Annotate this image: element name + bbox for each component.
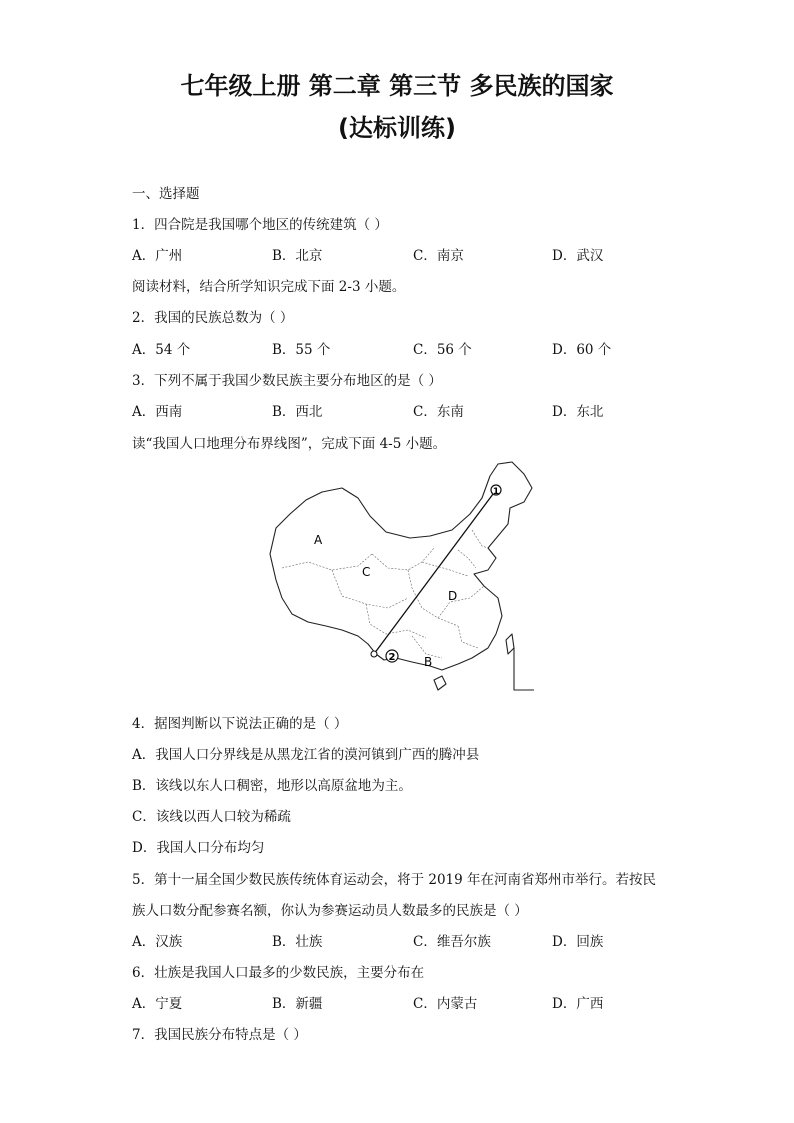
south-sea-box [514,648,534,690]
question-3: 3．下列不属于我国少数民族主要分布地区的是（ ） [132,373,442,389]
map-label-b: B [424,655,433,669]
page-title: 七年级上册 第二章 第三节 多民族的国家 [180,72,614,100]
map-label-c: C [362,565,371,579]
question-4: 4．据图判断以下说法正确的是（ ） [132,716,348,732]
option-c: C．南京 [413,248,464,264]
reading-instruction-1: 阅读材料，结合所学知识完成下面 2-3 小题。 [132,279,406,295]
option-b: B．壮族 [272,934,323,950]
map-label-a: A [314,533,323,547]
option-d: D．东北 [552,404,604,420]
option-d: D．回族 [552,934,604,950]
question-6: 6．壮族是我国人口最多的少数民族，主要分布在 [132,965,425,981]
question-3-options [132,400,692,420]
question-1-options [132,244,692,264]
question-5-line-1: 5．第十一届全国少数民族传统体育运动会，将于 2019 年在河南省郑州市举行。若按民 [132,872,657,888]
china-population-map [262,458,534,698]
option-b: B．55 个 [272,342,331,358]
question-1: 1．四合院是我国哪个地区的传统建筑（ ） [132,217,388,233]
question-2-options [132,338,692,358]
island-outline [434,676,446,690]
taiwan-outline [506,634,514,654]
section-heading: 一、选择题 [132,186,200,202]
question-5-line-2: 族人口数分配参赛名额，你认为参赛运动员人数最多的民族是（ ） [132,903,528,919]
option-a: A．54 个 [132,342,191,358]
boundary-end-dot [371,651,377,657]
option-d: D．我国人口分布均匀 [132,840,265,856]
option-c: C．内蒙古 [413,996,478,1012]
option-a: A．我国人口分界线是从黑龙江省的漠河镇到广西的腾冲县 [132,747,480,763]
question-6-options [132,992,692,1012]
option-b: B．西北 [272,404,323,420]
reading-instruction-2: 读“我国人口地理分布界线图”，完成下面 4-5 小题。 [132,436,447,452]
option-b: B．北京 [272,248,323,264]
option-d: D．60 个 [552,342,612,358]
option-a: A．广州 [132,248,183,264]
option-b: B．该线以东人口稠密，地形以高原盆地为主。 [132,778,412,794]
option-c: C．该线以西人口较为稀疏 [132,809,291,825]
population-boundary-line [374,490,496,654]
map-label-d: D [448,589,458,603]
option-d: D．武汉 [552,248,604,264]
option-a: A．宁夏 [132,996,183,1012]
option-c: C．维吾尔族 [413,934,491,950]
option-c: C．56 个 [413,342,472,358]
question-2: 2．我国的民族总数为（ ） [132,310,294,326]
question-5-options [132,930,692,950]
marker-2: 2 [388,652,396,663]
page-subtitle: (达标训练) [338,114,456,142]
option-a: A．汉族 [132,934,183,950]
marker-1: 1 [492,487,500,497]
option-b: B．新疆 [272,996,323,1012]
option-a: A．西南 [132,404,183,420]
option-d: D．广西 [552,996,604,1012]
option-c: C．东南 [413,404,464,420]
question-7: 7．我国民族分布特点是（ ） [132,1027,307,1043]
